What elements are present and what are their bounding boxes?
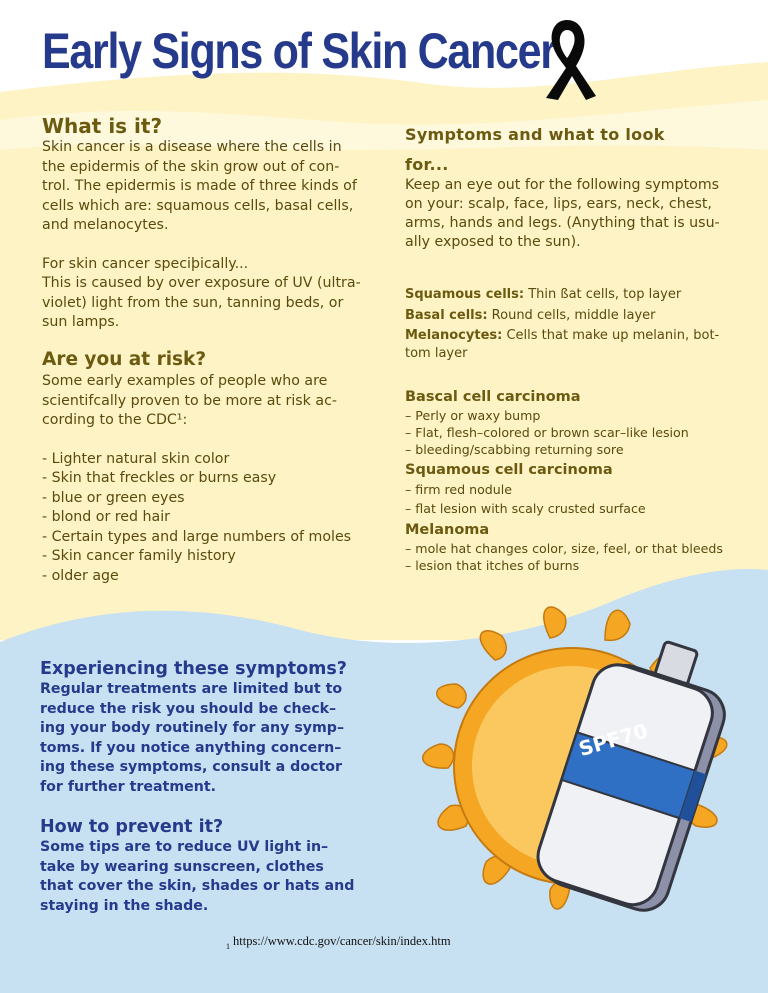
what-is-it-para2 [42, 255, 382, 333]
text-line: Keep an eye out for the following symptoms [405, 177, 720, 193]
cell-text: Cells that make up melanin, bot- [502, 328, 720, 343]
what-is-it-section [42, 114, 382, 333]
footnote [226, 934, 451, 951]
at-risk-intro [42, 372, 382, 431]
list-item: - Certain types and large numbers of moles [42, 528, 352, 545]
bottle-label: SPF70 [576, 718, 651, 762]
sun-sunscreen-illustration [400, 598, 750, 928]
text-line: Some tips are to reduce UV light in– [40, 839, 329, 855]
cell-type-basal [405, 305, 750, 326]
cell-label: Squamous cells: [405, 287, 525, 302]
text-line: Skin cancer is a disease where the cells in [42, 139, 342, 155]
cell-type-squamous [405, 284, 750, 305]
text-line: that cover the skin, shades or hats and [40, 878, 355, 894]
risk-list [42, 450, 382, 587]
cancer-items-basal [405, 407, 755, 458]
text-line: For skin cancer speciþically... [42, 255, 249, 272]
symptoms-heading [405, 120, 745, 180]
symptoms-section [405, 120, 745, 252]
list-item: - Skin cancer family history [42, 548, 236, 564]
cell-label: Melanocytes: [405, 328, 503, 343]
cell-label: Basal cells: [405, 308, 488, 323]
at-risk-section [42, 348, 382, 586]
list-item: - blond or red hair [42, 509, 171, 525]
list-item: – Perly or waxy bump [405, 408, 541, 423]
text-line: for further treatment. [40, 778, 216, 795]
text-line: arms, hands and legs. (Anything that is usu- [405, 215, 720, 231]
footnote-url[interactable]: https://www.cdc.gov/cancer/skin/index.htm [233, 934, 451, 948]
prevent-body [40, 838, 370, 916]
page-title: Early Signs of Skin Cancer [42, 23, 556, 79]
cell-type-melanocytes [405, 326, 750, 345]
list-item: – firm red nodule [405, 482, 513, 497]
text-line: ing your body routinely for any symp– [40, 720, 345, 736]
text-line: violet) light from the sun, tanning beds, or [42, 294, 344, 311]
text-line: take by wearing sunscreen, clothes [40, 858, 324, 875]
cell-text: Thin ßat cells, top layer [524, 287, 682, 302]
list-item: – flat lesion with scaly crusted surface [405, 501, 646, 516]
list-item: - blue or green eyes [42, 489, 185, 506]
text-line: the epidermis of the skin grow out of con- [42, 158, 340, 175]
cancer-types [405, 387, 755, 574]
text-line: staying in the shade. [40, 897, 209, 914]
text-line: on your: scalp, face, lips, ears, neck, chest, [405, 196, 712, 212]
experiencing-heading: Experiencing these symptoms? [40, 659, 347, 679]
heading-line: for... [405, 155, 449, 174]
what-is-it-para1 [42, 138, 382, 236]
cancer-heading-melanoma: Melanoma [405, 522, 490, 538]
heading-line: Symptoms and what to look [405, 125, 665, 144]
text-line: Some early examples of people who are [42, 373, 328, 389]
list-item: - Lighter natural skin color [42, 450, 230, 467]
text-line: and melanocytes. [42, 217, 169, 233]
prevent-section [40, 816, 370, 916]
text-line: scientifcally proven to be more at risk ac- [42, 392, 337, 409]
prevent-heading: How to prevent it? [40, 817, 224, 837]
cell-types-list [405, 284, 750, 362]
list-item: - older age [42, 567, 119, 584]
list-item: – bleeding/scabbing returning sore [405, 442, 624, 457]
cell-text: Round cells, middle layer [487, 308, 656, 323]
text-line: trol. The epidermis is made of three kinds of [42, 178, 357, 194]
cancer-heading-basal: Bascal cell carcinoma [405, 389, 581, 405]
text-line: ally exposed to the sun). [405, 234, 581, 250]
text-line: This is caused by over exposure of UV (ultra- [42, 275, 361, 291]
text-line: sun lamps. [42, 314, 120, 330]
cancer-items-melanoma [405, 540, 755, 574]
list-item: – lesion that itches of burns [405, 558, 580, 573]
awareness-ribbon-icon [536, 16, 598, 102]
experiencing-section [40, 658, 370, 797]
what-is-it-heading: What is it? [42, 114, 163, 138]
text-line: toms. If you notice anything concern– [40, 739, 342, 756]
text-line: ing these symptoms, consult a doctor [40, 759, 343, 775]
text-line: reduce the risk you should be check– [40, 700, 337, 717]
cancer-items-squamous [405, 480, 755, 518]
list-item: - Skin that freckles or burns easy [42, 470, 277, 486]
list-item: – mole hat changes color, size, feel, or that bleeds [405, 541, 723, 556]
list-item: – Flat, flesh–colored or brown scar–like lesion [405, 425, 689, 440]
experiencing-body [40, 680, 370, 797]
text-line: Regular treatments are limited but to [40, 681, 343, 697]
text-line: cells which are: squamous cells, basal cells, [42, 197, 354, 214]
cancer-heading-squamous: Squamous cell carcinoma [405, 462, 613, 478]
text-line: cording to the CDC¹: [42, 412, 188, 428]
symptoms-body [405, 176, 745, 252]
cell-text-cont: tom layer [405, 346, 468, 361]
at-risk-heading: Are you at risk? [42, 349, 207, 370]
footnote-mark: 1 [226, 941, 230, 951]
